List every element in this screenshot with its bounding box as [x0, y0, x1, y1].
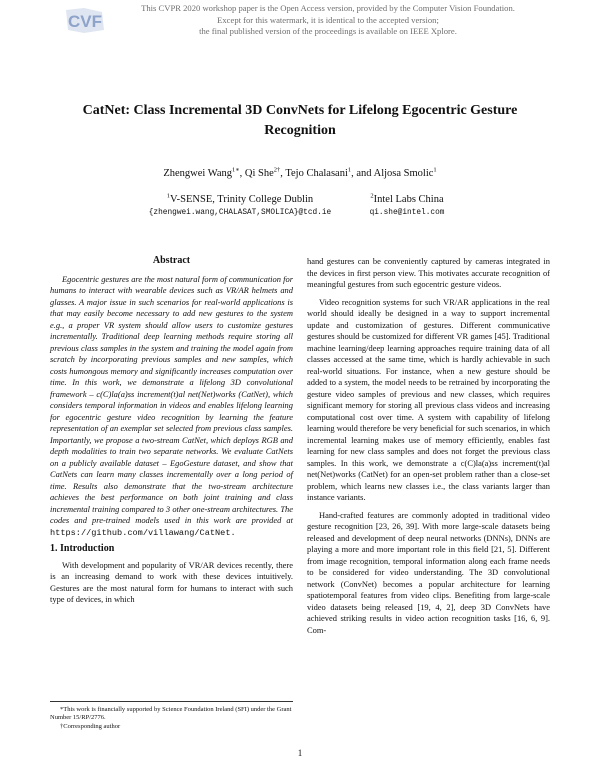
affiliation-email[interactable]: {zhengwei.wang,CHALASAT,SMOLICA}@tcd.ie	[148, 209, 332, 217]
body-paragraph: Hand-crafted features are commonly adopted in traditional video gesture recognition [23, 26, 39]. With more large-scale datasets being released and development of deep neural networks (DNNs), DNNs are playing a more and more important role in this field [21, 5]. Different from image recognition, temporal information along each frame needs to be considered for video understanding. The 3D convolutional network (ConvNet) becomes a popular architecture for learning spatiotemporal features from video clips. Benefiting from large-scale video datasets being released [19, 4, 2], deep 3D ConvNets have achieved striking results in video action recognition tasks [16, 6, 9]. Com-	[307, 509, 550, 635]
affiliation-name: V-SENSE, Trinity College Dublin	[170, 194, 314, 205]
author-name: Tejo Chalasani	[285, 168, 348, 179]
watermark-line: the final published version of the proceedings is available on IEEE Xplore.	[199, 26, 457, 36]
affiliation-mark: 2	[370, 192, 374, 200]
affiliation-mark: 1	[166, 192, 171, 200]
title-line: CatNet: Class Incremental 3D ConvNets for Lifelong Egocentric Gesture	[82, 103, 518, 118]
affiliation-email[interactable]: qi.she@intel.com	[369, 209, 445, 217]
affiliation-tcd	[140, 193, 340, 219]
cvf-logo	[64, 6, 106, 34]
left-column	[50, 255, 293, 612]
author-name: Zhengwei Wang	[163, 168, 232, 179]
watermark-line: This CVPR 2020 workshop paper is the Open Access version, provided by the Computer Vision Foundation.	[141, 3, 515, 13]
footnote-funding: *This work is financially supported by Science Foundation Ireland (SFI) under the Grant Number 15/RP/2776.	[50, 706, 292, 721]
body-paragraph: Video recognition systems for such VR/AR applications in the real world should ideally be designed in a way to support incremental update and customization of gestures. Different communicative gestures should be customized for different VR games [45]. Traditional machine learning/deep learning approaches require training data of all classes accessed at the same time, which is hardly achievable in such real-world situations. For instance, when a new gesture should be added to a system, the model needs to be retrained by incorporating the gesture video samples of previous and new classes, which requires significant memory for storing all previous class videos and increasing computational cost over time. A system with capability of lifelong learning would therefore be very beneficial for such scenarios, in which incremental learning makes use of memory efficiently, enables fast learning for new class samples and does not forget the previous class samples. In this work, we demonstrate a c(C)la(a)ss increment(t)al net(Net)works (CatNet) for an open-set problem rather than a close-set problem, which learns new classes i.e., the class variants larger than instance variants.	[307, 296, 550, 502]
watermark-line: Except for this watermark, it is identical to the accepted version;	[217, 14, 439, 25]
intro-paragraph: With development and popularity of VR/AR devices recently, there is an increasing demand to work with these devices intuitively. Gestures are the most natural form for humans to interact with such type of devices, in which	[50, 559, 293, 604]
right-column	[307, 256, 550, 642]
page-number: 1	[297, 748, 303, 758]
watermark-notice	[108, 3, 548, 38]
affiliation-name: Intel Labs China	[373, 194, 444, 205]
abstract-text: Egocentric gestures are the most natural form of communication for humans to interact with wearable devices such as VR/AR helmets and glasses. A major issue in such scenarios for real-world applications is that may easily become necessary to add new gestures to the system e.g., a proper VR system should allow users to customize gestures incrementally. Traditional deep learning methods require storing all previous class samples in the system and training the model again from scratch by incorporating previous samples and new samples, which costs humongous memory and significantly increases computation over time. In this work, we demonstrate a lifelong 3D convolutional framework – c(C)la(a)ss increment(t)al net(Net)works (CatNet), which considers temporal information in videos and enables lifelong learning for egocentric gesture video recognition by learning the feature representation of an exemplar set selected from previous class samples. Importantly, we propose a two-stream CatNet, which deploys RGB and depth modalities to train two separate networks. We evaluate CatNets on a publicly available dataset – EgoGesture dataset, and show that CatNets can learn many classes incrementally over a long period of time. Results also demonstrate that the two-stream architecture achieves the best performance on both joint training and class incremental training compared to 3 other one-stream architectures. The codes and pre-trained models used in this work are provided at	[50, 273, 293, 525]
abstract-heading: Abstract	[152, 255, 191, 266]
footnote-corresponding: †Corresponding author	[60, 723, 121, 730]
footnotes	[50, 701, 293, 731]
title-line: Recognition	[264, 123, 336, 138]
paper-title	[40, 101, 560, 141]
body-paragraph: hand gestures can be conveniently captured by cameras integrated in the devices in first person view. This motivates accurate recognition of meaningful gestures from such egocentric gesture videos.	[307, 256, 550, 289]
author-name: Qi She	[244, 168, 274, 179]
author-mark: 1	[433, 166, 437, 174]
author-list: Zhengwei Wang$^{1∗}$, Qi She$^{2\dagger}$, Tejo Chalasani$^1$, and Aljosa Smolic$^1$	[163, 166, 437, 179]
section-heading-introduction: 1. Introduction	[50, 543, 115, 554]
author-mark: 1	[347, 166, 352, 174]
affiliation-intel	[352, 193, 462, 219]
abstract-body	[50, 274, 293, 540]
author-name: Aljosa Smolic	[373, 168, 434, 179]
author-mark: 2†	[273, 166, 281, 174]
code-url-link[interactable]: https://github.com/villawang/CatNet.	[50, 527, 236, 538]
cvf-logo-text: CVF	[68, 12, 102, 31]
author-mark: 1∗	[231, 166, 240, 174]
